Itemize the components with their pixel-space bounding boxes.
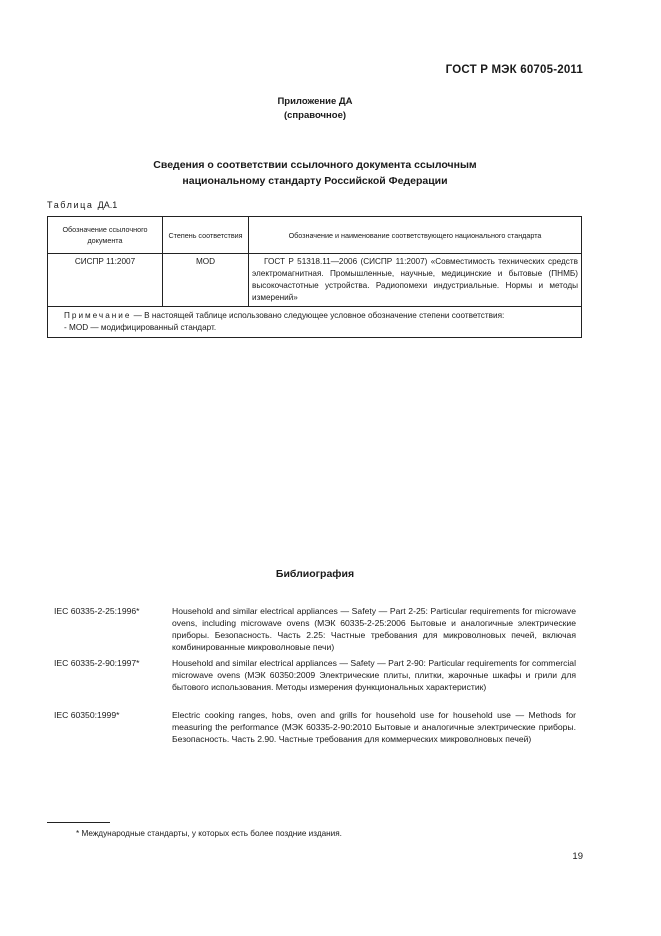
document-header: ГОСТ Р МЭК 60705-2011 bbox=[445, 64, 583, 76]
bib-code: IEC 60335-2-25:1996* bbox=[54, 606, 140, 616]
header-ref-doc: Обозначение ссылочного документа bbox=[48, 217, 163, 254]
table-row bbox=[48, 254, 582, 307]
cell-national-standard: ГОСТ Р 51318.11—2006 (СИСПР 11:2007) «Совместимость технических средств электромагнитная. Промышленные, научные, медицинские и бытовые (ПНМБ) высокочастотные устройства. Радиопомехи индустриальные. Нормы и методы измерений» bbox=[249, 254, 582, 307]
correspondence-table bbox=[47, 216, 582, 338]
note-label: Примечание bbox=[64, 311, 132, 320]
bibliography-entry bbox=[54, 657, 576, 693]
bibliography-entry bbox=[54, 709, 576, 745]
table-note bbox=[48, 307, 582, 338]
note-text: — В настоящей таблице использовано следующее условное обозначение степени соответствия: bbox=[133, 311, 505, 320]
header-degree: Степень соответствия bbox=[163, 217, 249, 254]
bib-description: Household and similar electrical appliances — Safety — Part 2-25: Particular requirements for microwave ovens, including microwave ovens (МЭК 60335-2-25:2006 Бытовые и аналогичные электрические приборы. Безопасность. Часть 2.25: Частные требования для микроволновых печей, включая комбинированные микроволновые печи) bbox=[172, 606, 576, 652]
table-number: ДА.1 bbox=[97, 200, 118, 210]
bib-description: Electric cooking ranges, hobs, oven and grills for household use for household use — Methods for measuring the performance (МЭК 60335-2-90:2010 Бытовые и аналогичные электрические приборы. Безопасность. Часть 2.90. Частные требования для коммерческих микроволновых печей) bbox=[172, 710, 576, 744]
bib-code: IEC 60350:1999* bbox=[54, 710, 120, 720]
appendix-title: Приложение ДА bbox=[277, 96, 353, 107]
bib-description: Household and similar electrical appliances — Safety — Part 2-90: Particular requirements for commercial microwave ovens (МЭК 60350:2009 Электрические плиты, плитки, жарочные шкафы и грили для бытового использования. Методы измерения функциональных характеристик) bbox=[172, 658, 576, 692]
note-item: - MOD — модифицированный стандарт. bbox=[64, 323, 217, 332]
main-title-line-2: национальному стандарту Российской Федерации bbox=[182, 175, 448, 187]
cell-ref-doc: СИСПР 11:2007 bbox=[48, 254, 163, 307]
table-header-row bbox=[48, 217, 582, 254]
table-note-body bbox=[51, 310, 578, 322]
bib-code: IEC 60335-2-90:1997* bbox=[54, 658, 140, 668]
bibliography-title: Библиография bbox=[275, 568, 355, 580]
footnote: * Международные стандарты, у которых есть более поздние издания. bbox=[76, 829, 342, 838]
page-number: 19 bbox=[572, 851, 583, 862]
header-national-standard: Обозначение и наименование соответствующего национального стандарта bbox=[249, 217, 582, 254]
bibliography-entry bbox=[54, 605, 576, 653]
cell-degree: MOD bbox=[163, 254, 249, 307]
footnote-divider bbox=[47, 822, 110, 823]
table-label-word: Таблица bbox=[47, 200, 94, 210]
table-label bbox=[47, 200, 117, 210]
appendix-subtitle: (справочное) bbox=[283, 110, 347, 121]
main-title-line-1: Сведения о соответствии ссылочного документа ссылочным bbox=[153, 159, 477, 171]
table-note-row bbox=[48, 307, 582, 338]
